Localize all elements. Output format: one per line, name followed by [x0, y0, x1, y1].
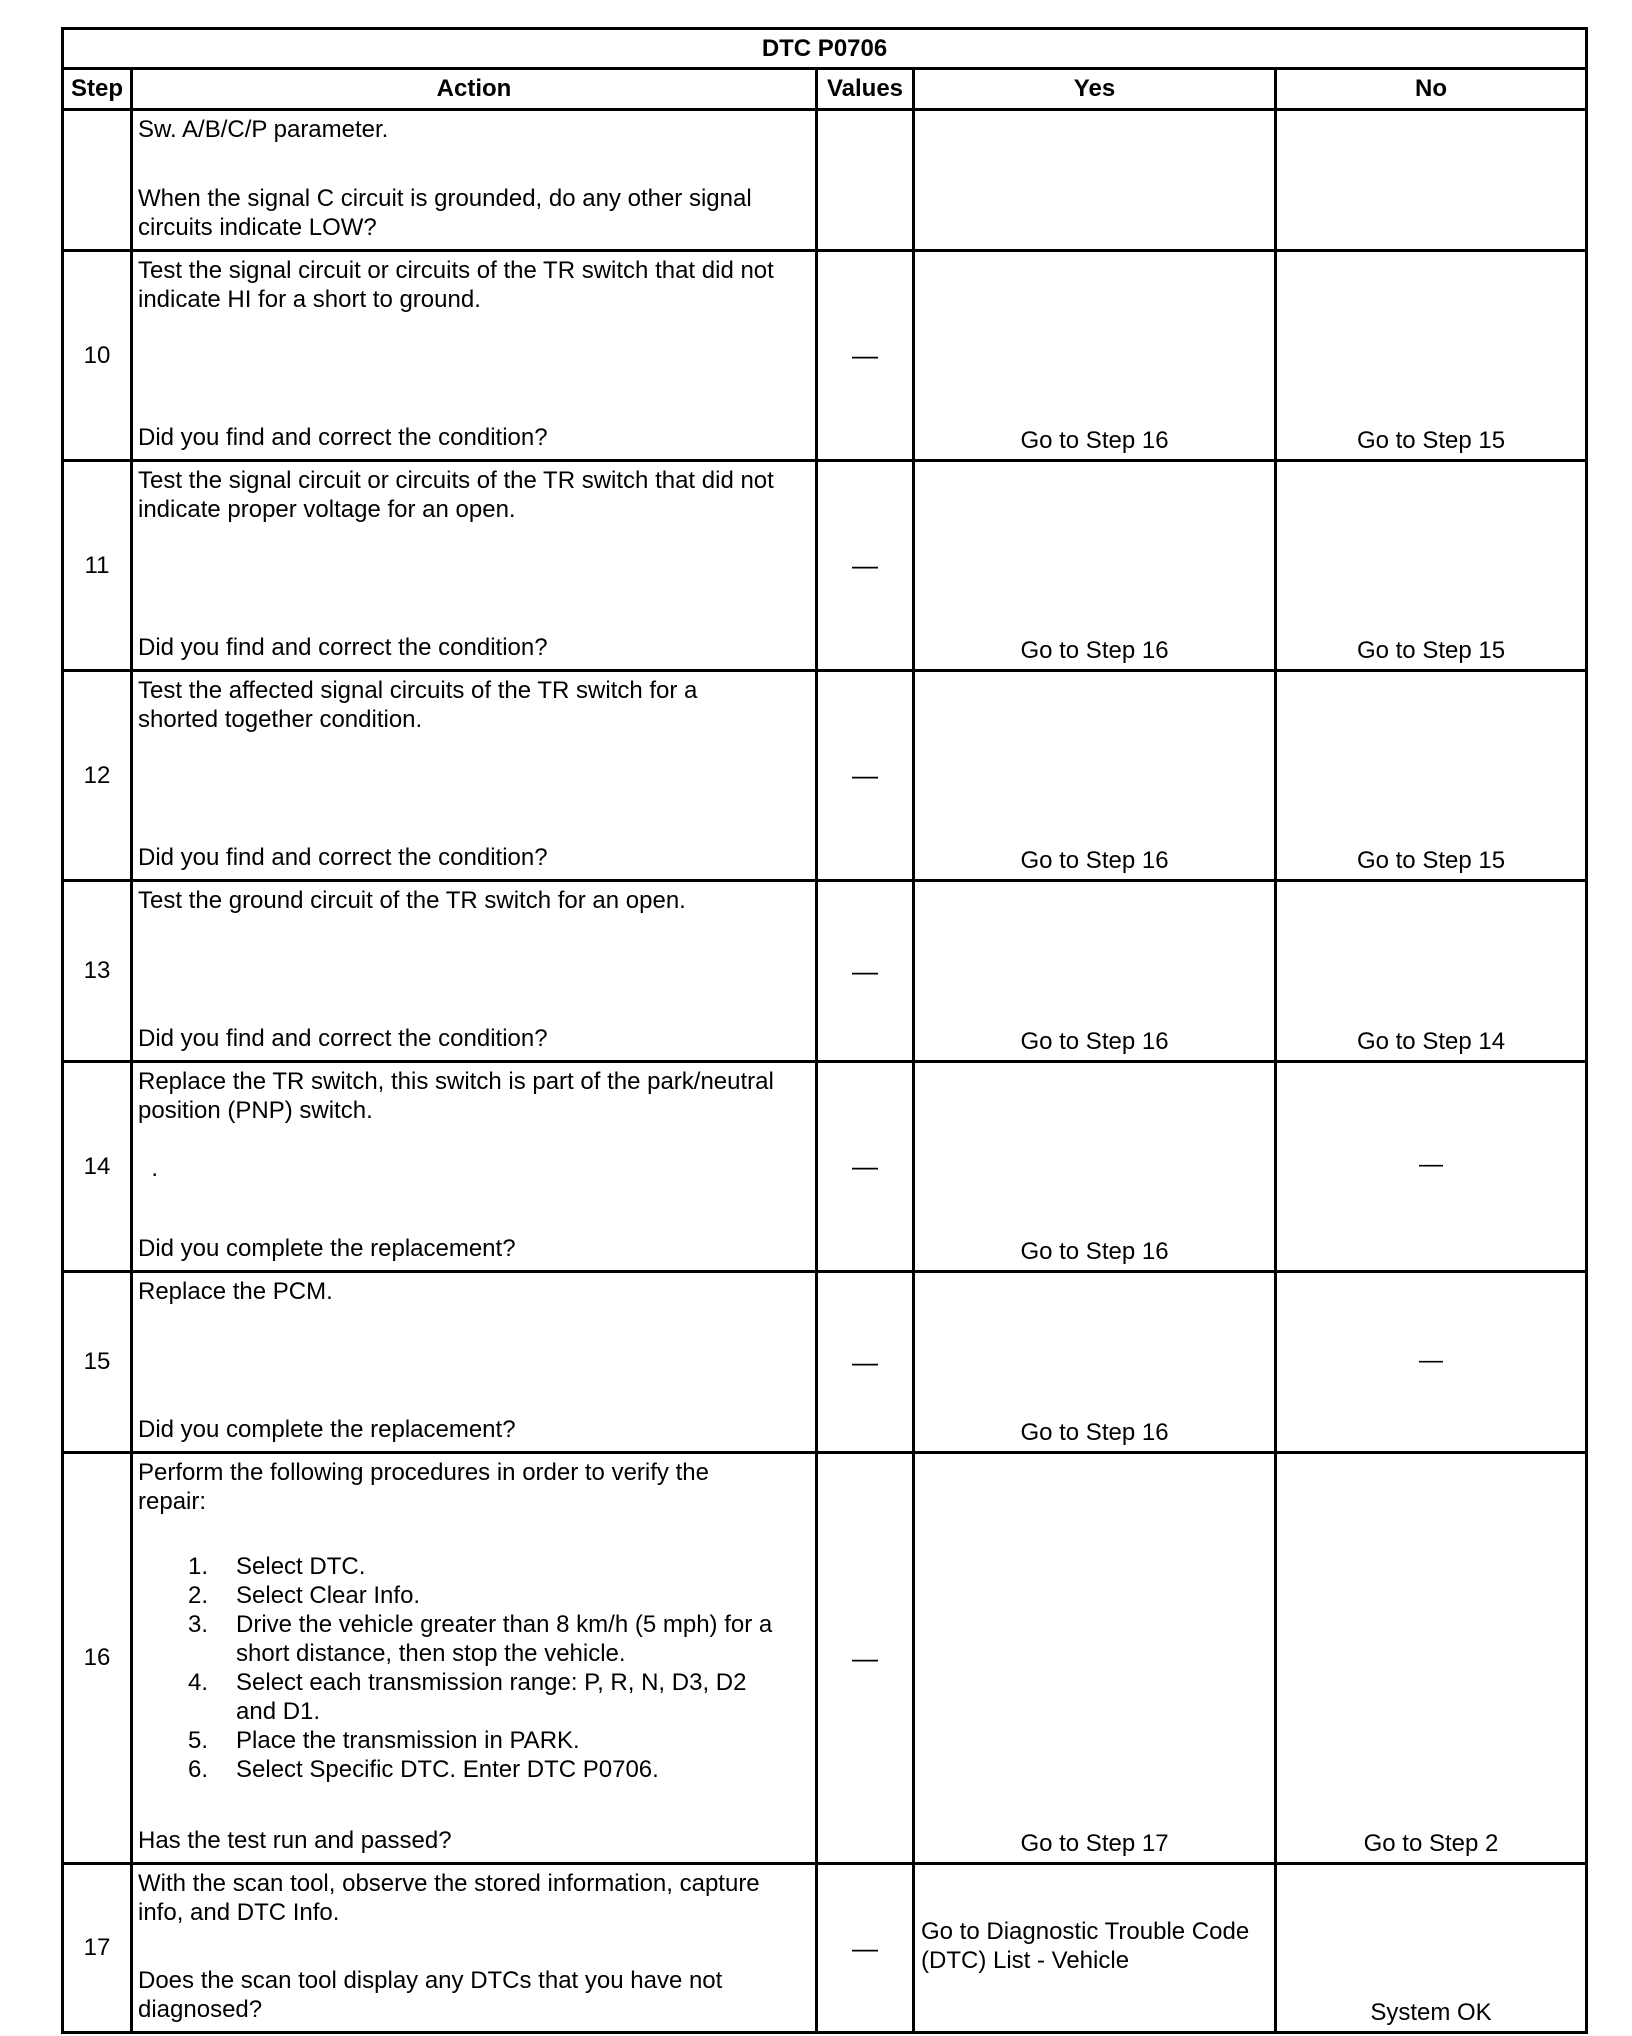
action-cell — [132, 461, 817, 671]
values-cell: — — [817, 251, 914, 461]
action-question: When the signal C circuit is grounded, do any other signal circuits indicate LOW? — [138, 185, 752, 241]
action-text: Replace the PCM. — [138, 1278, 333, 1305]
procedure-number: 1. — [188, 1553, 209, 1580]
list-item — [188, 1726, 809, 1755]
action-cell — [132, 671, 817, 881]
yes-cell: Go to Step 16 — [914, 1062, 1276, 1272]
action-text: Test the signal circuit or circuits of the TR switch that did not indicate HI for a short to ground. — [138, 257, 774, 313]
values-cell: — — [817, 1272, 914, 1453]
yes-cell: Go to Step 16 — [914, 251, 1276, 461]
procedure-text: Drive the vehicle greater than 8 km/h (5 mph) for a short distance, then stop the vehicle. — [236, 1611, 773, 1667]
no-cell: Go to Step 15 — [1276, 671, 1587, 881]
no-cell — [1276, 110, 1587, 251]
step-number: 13 — [63, 881, 132, 1062]
table-row — [63, 1272, 1587, 1453]
table-row — [63, 110, 1587, 251]
values-cell: — — [817, 671, 914, 881]
step-number: 16 — [63, 1453, 132, 1864]
dtc-table — [61, 27, 1588, 2034]
procedure-number: 3. — [188, 1611, 209, 1638]
action-text: With the scan tool, observe the stored information, capture info, and DTC Info. — [138, 1870, 760, 1926]
step-number: 10 — [63, 251, 132, 461]
yes-cell: Go to Step 16 — [914, 461, 1276, 671]
action-text: Sw. A/B/C/P parameter. — [138, 116, 389, 143]
yes-cell: Go to Step 17 — [914, 1453, 1276, 1864]
no-cell: System OK — [1276, 1864, 1587, 2033]
list-item — [188, 1755, 809, 1784]
yes-cell: Go to Step 16 — [914, 881, 1276, 1062]
list-item — [188, 1581, 809, 1610]
list-item — [188, 1610, 809, 1668]
procedure-number: 5. — [188, 1727, 209, 1754]
procedure-text: Select Clear Info. — [236, 1582, 421, 1609]
action-text: Perform the following procedures in order to verify the repair: — [138, 1459, 709, 1515]
action-cell — [132, 1864, 817, 2033]
yes-cell: Go to Diagnostic Trouble Code (DTC) List - Vehicle — [914, 1864, 1276, 2033]
step-number: 11 — [63, 461, 132, 671]
header-no: No — [1276, 69, 1587, 110]
procedure-number: 2. — [188, 1582, 209, 1609]
step-number: 15 — [63, 1272, 132, 1453]
header-yes: Yes — [914, 69, 1276, 110]
action-question: Does the scan tool display any DTCs that you have not diagnosed? — [138, 1967, 723, 2023]
values-cell: — — [817, 881, 914, 1062]
action-cell — [132, 251, 817, 461]
action-question: Did you find and correct the condition? — [138, 424, 548, 451]
action-text: Replace the TR switch, this switch is part of the park/neutral position (PNP) switch. . — [138, 1068, 774, 1182]
no-cell: Go to Step 15 — [1276, 461, 1587, 671]
values-cell: — — [817, 1062, 914, 1272]
table-row — [63, 881, 1587, 1062]
table-row — [63, 1453, 1587, 1864]
procedure-text: Select DTC. — [236, 1553, 366, 1580]
action-question: Did you find and correct the condition? — [138, 634, 548, 661]
procedure-list — [138, 1552, 809, 1784]
action-cell — [132, 1453, 817, 1864]
step-number — [63, 110, 132, 251]
action-text: Test the ground circuit of the TR switch for an open. — [138, 887, 686, 914]
table-row — [63, 251, 1587, 461]
list-item — [188, 1552, 809, 1581]
procedure-number: 6. — [188, 1756, 209, 1783]
action-question: Did you find and correct the condition? — [138, 844, 548, 871]
table-row — [63, 1062, 1587, 1272]
procedure-number: 4. — [188, 1669, 209, 1696]
header-step: Step — [63, 69, 132, 110]
no-cell: Go to Step 15 — [1276, 251, 1587, 461]
yes-cell: Go to Step 16 — [914, 671, 1276, 881]
action-text: Test the affected signal circuits of the TR switch for a shorted together condition. — [138, 677, 698, 733]
values-cell: — — [817, 1453, 914, 1864]
table-title: DTC P0706 — [63, 29, 1587, 69]
header-action: Action — [132, 69, 817, 110]
table-row — [63, 461, 1587, 671]
list-item — [188, 1668, 809, 1726]
no-cell: — — [1276, 1272, 1587, 1453]
step-number: 14 — [63, 1062, 132, 1272]
procedure-text: Select Specific DTC. Enter DTC P0706. — [236, 1756, 659, 1783]
action-cell — [132, 1272, 817, 1453]
procedure-text: Place the transmission in PARK. — [236, 1727, 580, 1754]
no-cell: Go to Step 2 — [1276, 1453, 1587, 1864]
action-text: Test the signal circuit or circuits of the TR switch that did not indicate proper voltage for an open. — [138, 467, 774, 523]
action-question: Did you complete the replacement? — [138, 1235, 516, 1262]
procedure-text: Select each transmission range: P, R, N, D3, D2 and D1. — [236, 1669, 747, 1725]
action-cell — [132, 1062, 817, 1272]
table-row — [63, 671, 1587, 881]
action-question: Did you complete the replacement? — [138, 1416, 516, 1443]
yes-cell: Go to Step 16 — [914, 1272, 1276, 1453]
no-cell: — — [1276, 1062, 1587, 1272]
header-values: Values — [817, 69, 914, 110]
yes-cell — [914, 110, 1276, 251]
action-cell — [132, 110, 817, 251]
values-cell: — — [817, 1864, 914, 2033]
action-question: Did you find and correct the condition? — [138, 1025, 548, 1052]
values-cell: — — [817, 461, 914, 671]
action-cell — [132, 881, 817, 1062]
values-cell — [817, 110, 914, 251]
no-cell: Go to Step 14 — [1276, 881, 1587, 1062]
table-row — [63, 1864, 1587, 2033]
step-number: 17 — [63, 1864, 132, 2033]
step-number: 12 — [63, 671, 132, 881]
action-question: Has the test run and passed? — [138, 1827, 452, 1854]
